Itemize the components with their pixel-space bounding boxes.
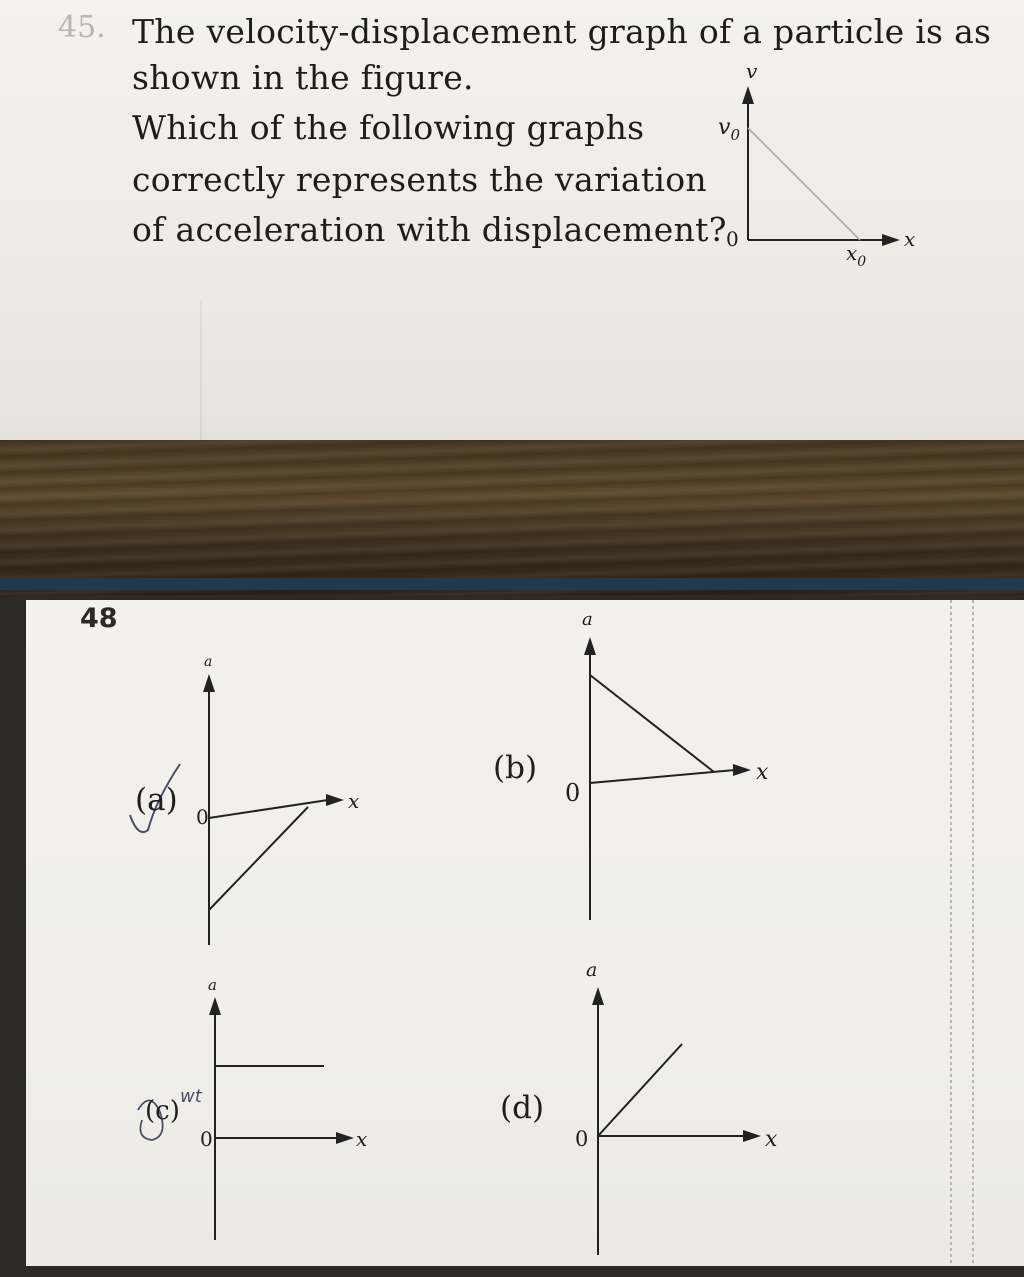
question-line-4: correctly represents the variation — [132, 160, 707, 199]
origin-label: 0 — [565, 779, 581, 807]
x-axis-label: x — [765, 1127, 778, 1152]
velocity-displacement-graph — [0, 0, 1024, 300]
x0-label: $x_0$ — [846, 241, 867, 270]
option-b-graph — [520, 605, 820, 935]
option-d-label: (d) — [500, 1090, 545, 1126]
question-line-3: Which of the following graphs — [132, 108, 645, 147]
x-axis-arrow-icon — [733, 764, 751, 776]
option-a-label: (a) — [135, 782, 178, 818]
paper-crease — [200, 300, 202, 440]
table-edge — [0, 578, 1024, 590]
a-axis-arrow-icon — [584, 637, 596, 655]
question-sheet — [0, 0, 1024, 440]
a-axis-arrow-icon — [209, 997, 221, 1015]
a-axis-arrow-icon — [592, 987, 604, 1005]
origin-label: 0 — [196, 805, 209, 829]
a-axis-label: a — [586, 959, 598, 981]
origin-label: 0 — [726, 227, 739, 251]
question-line-2: shown in the figure. — [132, 58, 474, 97]
origin-label: 0 — [200, 1127, 213, 1151]
page-number: 48 — [80, 603, 118, 634]
acceleration-line — [209, 807, 308, 910]
v-axis-label: v — [746, 59, 758, 83]
question-line-1: The velocity-displacement graph of a particle is as — [132, 12, 992, 51]
option-c-label: (c) — [145, 1096, 180, 1126]
a-axis-label: a — [204, 654, 213, 670]
v-axis-arrow-icon — [742, 86, 754, 104]
pen-mark: wt — [180, 1086, 202, 1107]
a-axis-label: a — [208, 976, 217, 994]
question-number: 45. — [58, 10, 106, 45]
x-axis-label: x — [904, 227, 916, 251]
velocity-line — [748, 128, 860, 240]
acceleration-line — [598, 1044, 682, 1136]
page-margin-line-2 — [972, 600, 974, 1266]
x-axis-arrow-icon — [882, 234, 900, 246]
a-axis-arrow-icon — [203, 674, 215, 692]
option-b-label: (b) — [493, 750, 538, 786]
x-axis-label: x — [756, 760, 769, 785]
x-axis-arrow-icon — [743, 1130, 761, 1142]
page-margin-line — [950, 600, 952, 1266]
question-line-5: of acceleration with displacement? — [132, 210, 727, 249]
option-d-graph — [520, 950, 820, 1270]
x-axis-arrow-icon — [336, 1132, 354, 1144]
origin-label: 0 — [575, 1127, 589, 1151]
table-surface — [0, 440, 1024, 595]
v0-label: $v_0$ — [718, 115, 740, 144]
a-axis-label: a — [582, 609, 593, 630]
acceleration-line — [590, 675, 714, 772]
x-axis-arrow-icon — [326, 794, 344, 806]
x-axis-label: x — [356, 1127, 368, 1151]
x-axis-label: x — [348, 789, 360, 813]
